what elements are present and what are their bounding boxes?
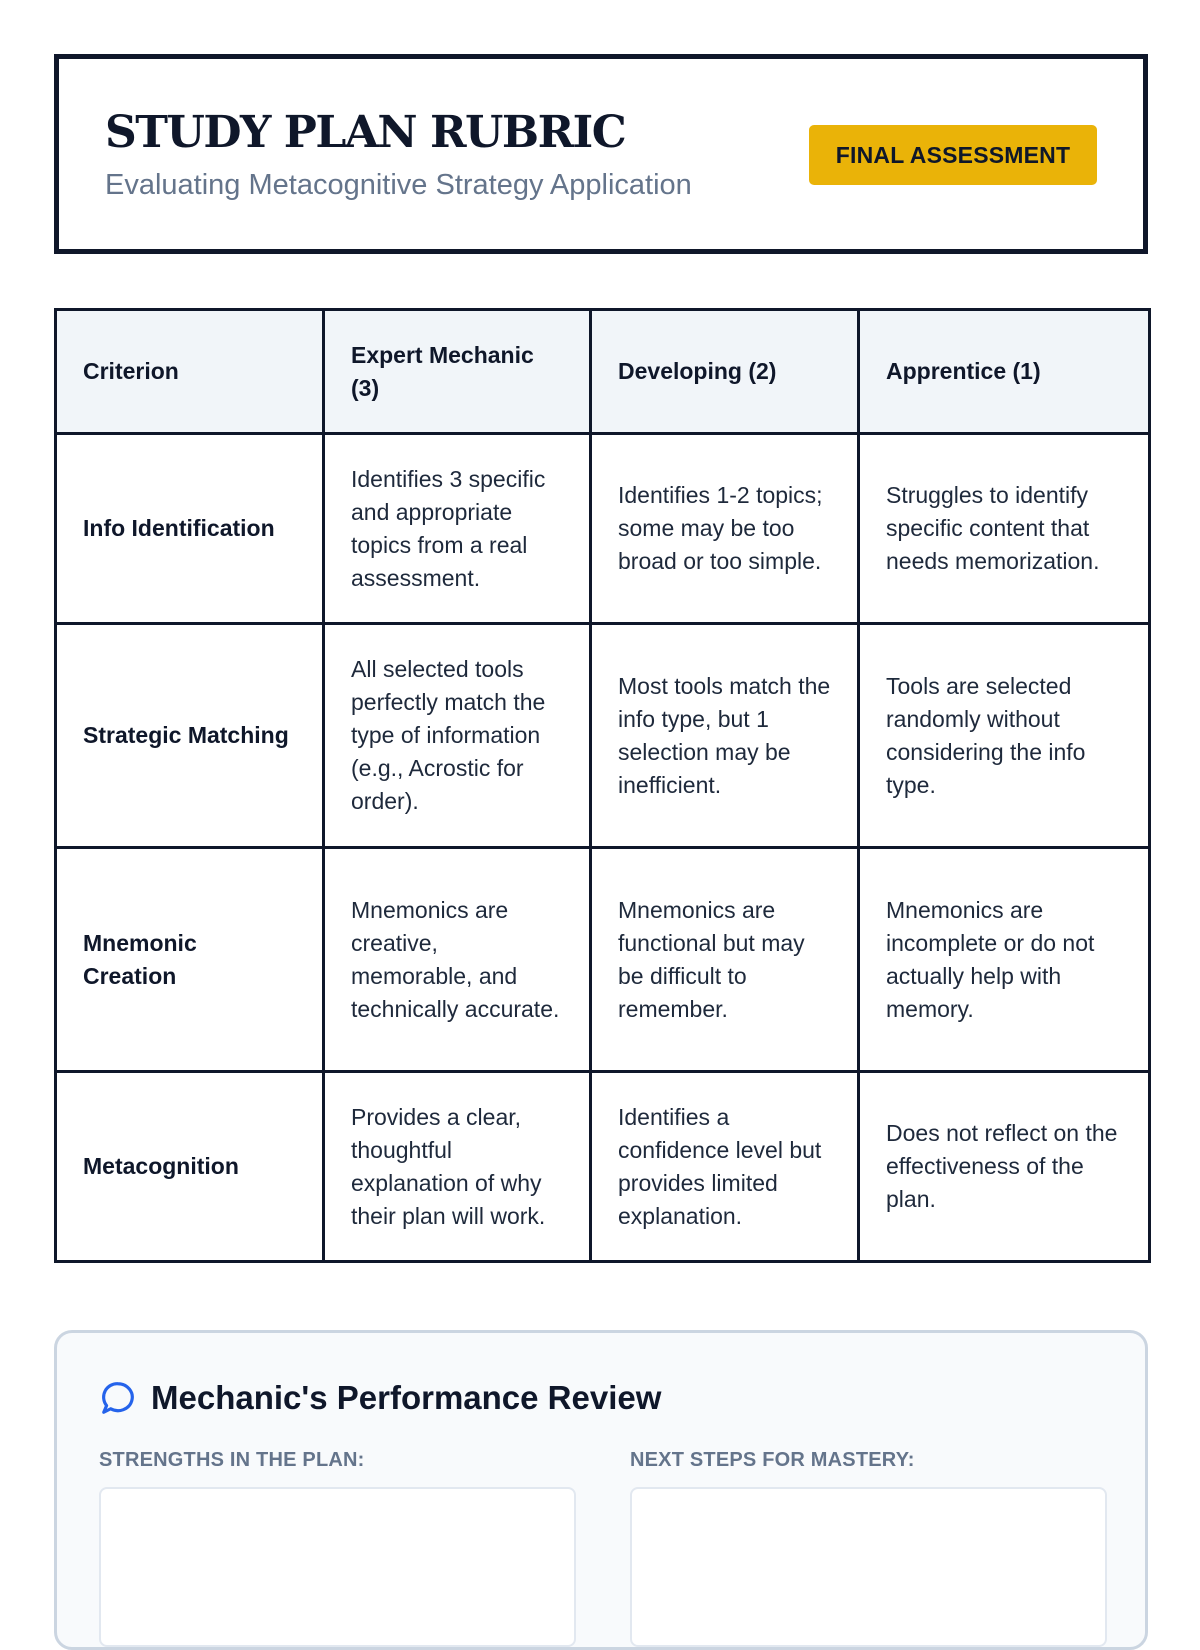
- column-header-criterion: Criterion: [56, 310, 324, 434]
- chat-bubble-icon: [99, 1379, 137, 1417]
- review-title: Mechanic's Performance Review: [151, 1379, 662, 1416]
- next-steps-label: NEXT STEPS FOR MASTERY:: [630, 1449, 915, 1471]
- next-steps-input-box[interactable]: [630, 1487, 1107, 1647]
- expert-cell: Provides a clear, thoughtful explanation of why their plan will work.: [324, 1072, 591, 1262]
- criterion-cell: Info Identification: [56, 434, 324, 624]
- performance-review-panel: [54, 1330, 1148, 1650]
- apprentice-cell: Struggles to identify specific content that needs memorization.: [859, 434, 1150, 624]
- column-header-expert: Expert Mechanic (3): [324, 310, 591, 434]
- criterion-cell: Metacognition: [56, 1072, 324, 1262]
- review-heading: [99, 1379, 661, 1417]
- strengths-label: STRENGTHS IN THE PLAN:: [99, 1449, 365, 1471]
- apprentice-cell: Tools are selected randomly without considering the info type.: [859, 624, 1150, 848]
- page-subtitle: Evaluating Metacognitive Strategy Application: [105, 169, 692, 201]
- developing-cell: Identifies a confidence level but provides limited explanation.: [591, 1072, 859, 1262]
- strengths-input-box[interactable]: [99, 1487, 576, 1647]
- criterion-cell: Strategic Matching: [56, 624, 324, 848]
- table-row: [56, 1072, 1150, 1262]
- rubric-table: [54, 308, 1151, 1263]
- table-header-row: [56, 310, 1150, 434]
- table-row: [56, 624, 1150, 848]
- table-row: [56, 848, 1150, 1072]
- final-assessment-badge: FINAL ASSESSMENT: [809, 125, 1097, 185]
- apprentice-cell: Does not reflect on the effectiveness of the plan.: [859, 1072, 1150, 1262]
- column-header-apprentice: Apprentice (1): [859, 310, 1150, 434]
- developing-cell: Mnemonics are functional but may be difficult to remember.: [591, 848, 859, 1072]
- criterion-cell: Mnemonic Creation: [56, 848, 324, 1072]
- developing-cell: Identifies 1-2 topics; some may be too broad or too simple.: [591, 434, 859, 624]
- rubric-header: [54, 54, 1148, 254]
- column-header-developing: Developing (2): [591, 310, 859, 434]
- apprentice-cell: Mnemonics are incomplete or do not actually help with memory.: [859, 848, 1150, 1072]
- expert-cell: Identifies 3 specific and appropriate topics from a real assessment.: [324, 434, 591, 624]
- page-title: STUDY PLAN RUBRIC: [105, 107, 626, 158]
- expert-cell: Mnemonics are creative, memorable, and technically accurate.: [324, 848, 591, 1072]
- table-row: [56, 434, 1150, 624]
- developing-cell: Most tools match the info type, but 1 selection may be inefficient.: [591, 624, 859, 848]
- expert-cell: All selected tools perfectly match the type of information (e.g., Acrostic for order).: [324, 624, 591, 848]
